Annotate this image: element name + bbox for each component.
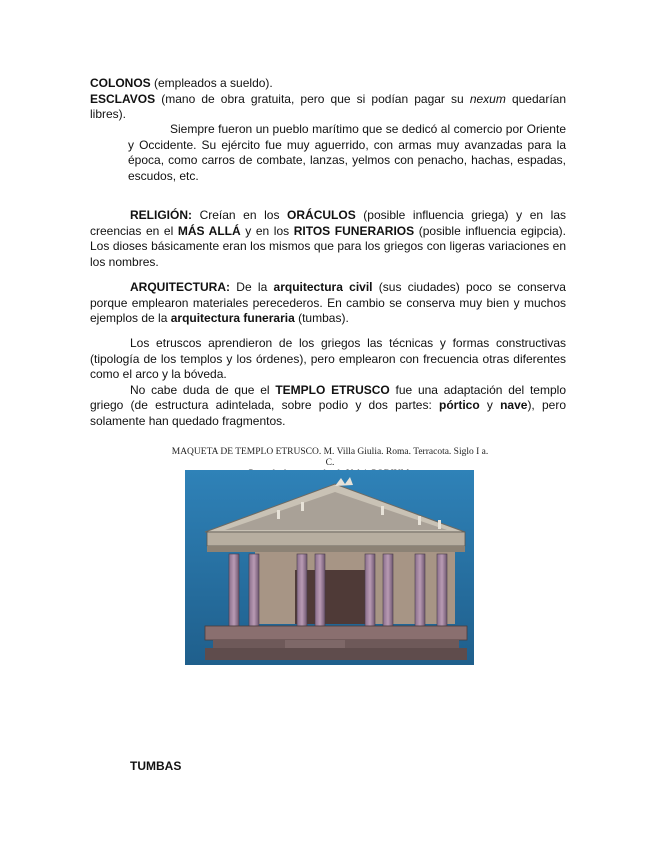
temple-model-image bbox=[185, 470, 474, 665]
templo-paragraph: No cabe duda de que el TEMPLO ETRUSCO fue una adaptación del templo griego (de estructura adintelada, sobre podio y dos partes: pórtico y nave), pero solamente han quedado fragmentos. bbox=[90, 382, 566, 428]
religion-paragraph: RELIGIÓN: Creían en los ORÁCULOS (posible influencia griega) y en las creencias en el MÁS ALLÁ y en los RITOS FUNERARIOS (posible influencia egipcia). Los dioses básicamente eran los mismos que para los griegos con ligeras variaciones en los nombres. bbox=[90, 208, 566, 269]
colonos-line: COLONOS (empleados a sueldo). bbox=[90, 76, 273, 90]
etruscos-paragraph: Los etruscos aprendieron de los griegos las técnicas y formas constructivas (tipología de los templos y los órdenes), pero emplearon con frecuencia otras diferentes como el arco y la bóveda. No cabe duda de que el TEMPLO ETRUSCO fue una adaptación del templo griego (de estructura adintelada, sobre podio y dos partes: pórtico y nave), pero solamente han quedado fragmentos. bbox=[90, 336, 566, 428]
social-classes bbox=[90, 76, 566, 123]
esclavos-line: ESCLAVOS (mano de obra gratuita, pero que si podían pagar su nexum quedarían libres). bbox=[90, 91, 566, 121]
arquitectura-paragraph: ARQUITECTURA: De la arquitectura civil (sus ciudades) poco se conserva porque emplearon materiales perecederos. En cambio se conserva muy bien y muchos ejemplos de la arquitectura funeraria (tumbas). bbox=[90, 280, 566, 325]
tumbas-heading: TUMBAS bbox=[130, 759, 182, 773]
figure-caption: MAQUETA DE TEMPLO ETRUSCO. M. Villa Giulia. Roma. Terracota. Siglo I a. C. bbox=[171, 447, 489, 468]
maritime-paragraph: Siempre fueron un pueblo marítimo que se dedicó al comercio por Oriente y Occidente. Su ejército fue muy aguerrido, con armas muy avanzadas para la época, como carros de combate, lanzas, yelmos con penacho, hachas, espadas, escudos, etc. bbox=[128, 122, 566, 183]
